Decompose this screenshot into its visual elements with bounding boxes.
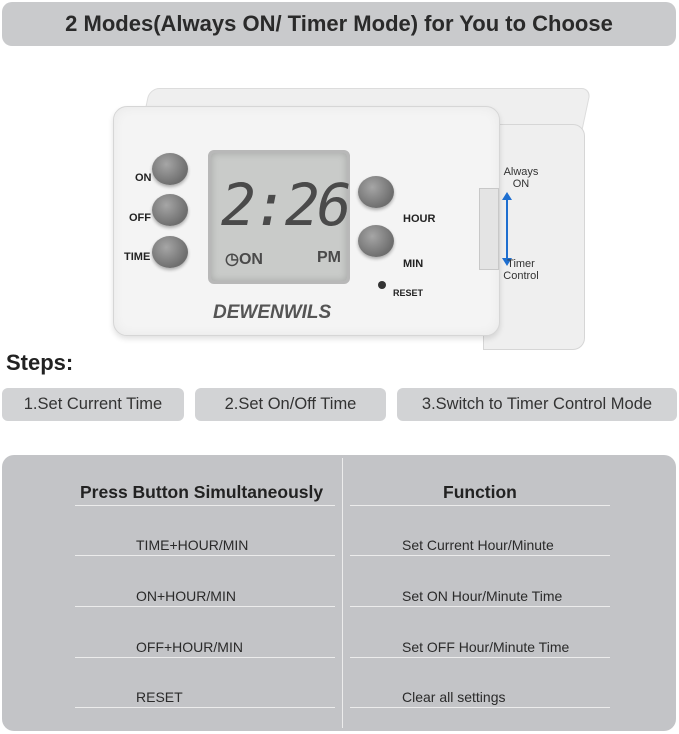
time-button xyxy=(152,236,188,268)
hour-button-label: HOUR xyxy=(403,213,436,225)
timer-control-label: Timer Control xyxy=(503,258,539,282)
table-cell-buttons: OFF+HOUR/MIN xyxy=(136,639,243,655)
hour-button xyxy=(358,176,394,208)
header-underline-left xyxy=(75,505,335,506)
table-cell-function: Set OFF Hour/Minute Time xyxy=(402,639,570,655)
always-on-label: Always ON xyxy=(503,166,539,190)
reset-label: RESET xyxy=(393,288,424,298)
step-3: 3.Switch to Timer Control Mode xyxy=(397,388,677,421)
brand-logo: DEWENWILS xyxy=(213,302,332,323)
off-button xyxy=(152,194,188,226)
on-button-label: ON xyxy=(135,172,152,184)
table-header-function: Function xyxy=(443,482,517,502)
steps-title: Steps: xyxy=(6,350,74,375)
row-divider xyxy=(350,707,610,708)
table-cell-function: Clear all settings xyxy=(402,689,506,705)
table-cell-function: Set ON Hour/Minute Time xyxy=(402,588,563,604)
lcd-time: 2:26 xyxy=(221,171,349,239)
step-1: 1.Set Current Time xyxy=(2,388,184,421)
row-divider xyxy=(75,606,335,607)
header-underline-right xyxy=(350,505,610,506)
mode-switch xyxy=(479,188,499,270)
arrow-line xyxy=(506,196,508,260)
row-divider xyxy=(350,606,610,607)
row-divider xyxy=(350,657,610,658)
table-cell-buttons: ON+HOUR/MIN xyxy=(136,588,236,604)
row-divider xyxy=(75,707,335,708)
table-column-divider xyxy=(342,458,343,728)
step-2: 2.Set On/Off Time xyxy=(195,388,386,421)
banner-title: 2 Modes(Always ON/ Timer Mode) for You to Choose xyxy=(2,2,676,46)
lcd-display xyxy=(208,150,350,284)
time-button-label: TIME xyxy=(124,251,151,263)
table-cell-function: Set Current Hour/Minute xyxy=(402,537,554,553)
min-button xyxy=(358,225,394,257)
table-cell-buttons: RESET xyxy=(136,689,183,705)
row-divider xyxy=(75,555,335,556)
reset-button xyxy=(378,281,386,289)
table-header-buttons: Press Button Simultaneously xyxy=(80,482,324,502)
off-button-label: OFF xyxy=(129,212,151,224)
lcd-on-indicator: ◷ON xyxy=(225,251,263,268)
min-button-label: MIN xyxy=(403,258,424,270)
row-divider xyxy=(350,555,610,556)
timer-device-image xyxy=(105,88,595,353)
row-divider xyxy=(75,657,335,658)
table-cell-buttons: TIME+HOUR/MIN xyxy=(136,537,249,553)
on-button xyxy=(152,153,188,185)
lcd-pm-indicator: PM xyxy=(317,249,341,266)
